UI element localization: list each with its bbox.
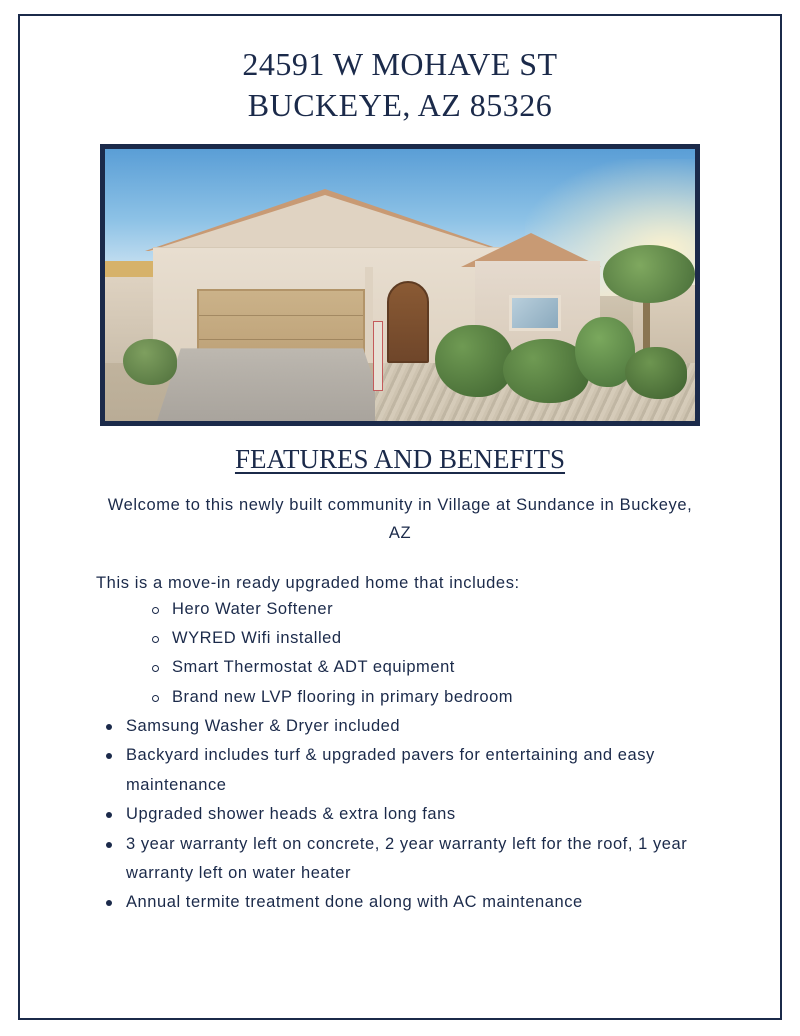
property-photo <box>100 144 700 426</box>
front-door <box>387 281 429 363</box>
list-item: Backyard includes turf & upgraded pavers for entertaining and easy maintenance <box>104 741 736 800</box>
page-content <box>18 18 782 918</box>
sub-feature-list <box>150 595 736 712</box>
list-item: Annual termite treatment done along with AC maintenance <box>104 888 736 917</box>
list-item: Brand new LVP flooring in primary bedroom <box>150 683 736 712</box>
page-title <box>64 44 736 126</box>
roof-main <box>149 195 501 251</box>
list-item: Upgraded shower heads & extra long fans <box>104 800 736 829</box>
list-item: Smart Thermostat & ADT equipment <box>150 653 736 682</box>
tree-canopy <box>603 245 695 303</box>
yard-sign <box>373 321 383 391</box>
main-feature-list <box>104 712 736 918</box>
list-item: WYRED Wifi installed <box>150 624 736 653</box>
driveway <box>157 348 387 421</box>
title-line-street: 24591 W MOHAVE ST <box>242 46 558 82</box>
front-window <box>509 295 561 331</box>
list-item: Hero Water Softener <box>150 595 736 624</box>
section-heading: FEATURES AND BENEFITS <box>234 443 566 474</box>
bush <box>625 347 687 399</box>
intro-paragraph: Welcome to this newly built community in Village at Sundance in Buckeye, AZ <box>107 495 693 543</box>
title-line-city: BUCKEYE, AZ 85326 <box>247 86 553 123</box>
lead-in-text: This is a move-in ready upgraded home that includes: <box>96 573 520 592</box>
list-item: Samsung Washer & Dryer included <box>104 712 736 741</box>
bush <box>123 339 177 385</box>
porch-post <box>365 267 373 363</box>
list-item: 3 year warranty left on concrete, 2 year warranty left for the roof, 1 year warranty left on water heater <box>104 830 736 889</box>
house-exterior-image <box>105 149 695 421</box>
bush <box>435 325 513 397</box>
